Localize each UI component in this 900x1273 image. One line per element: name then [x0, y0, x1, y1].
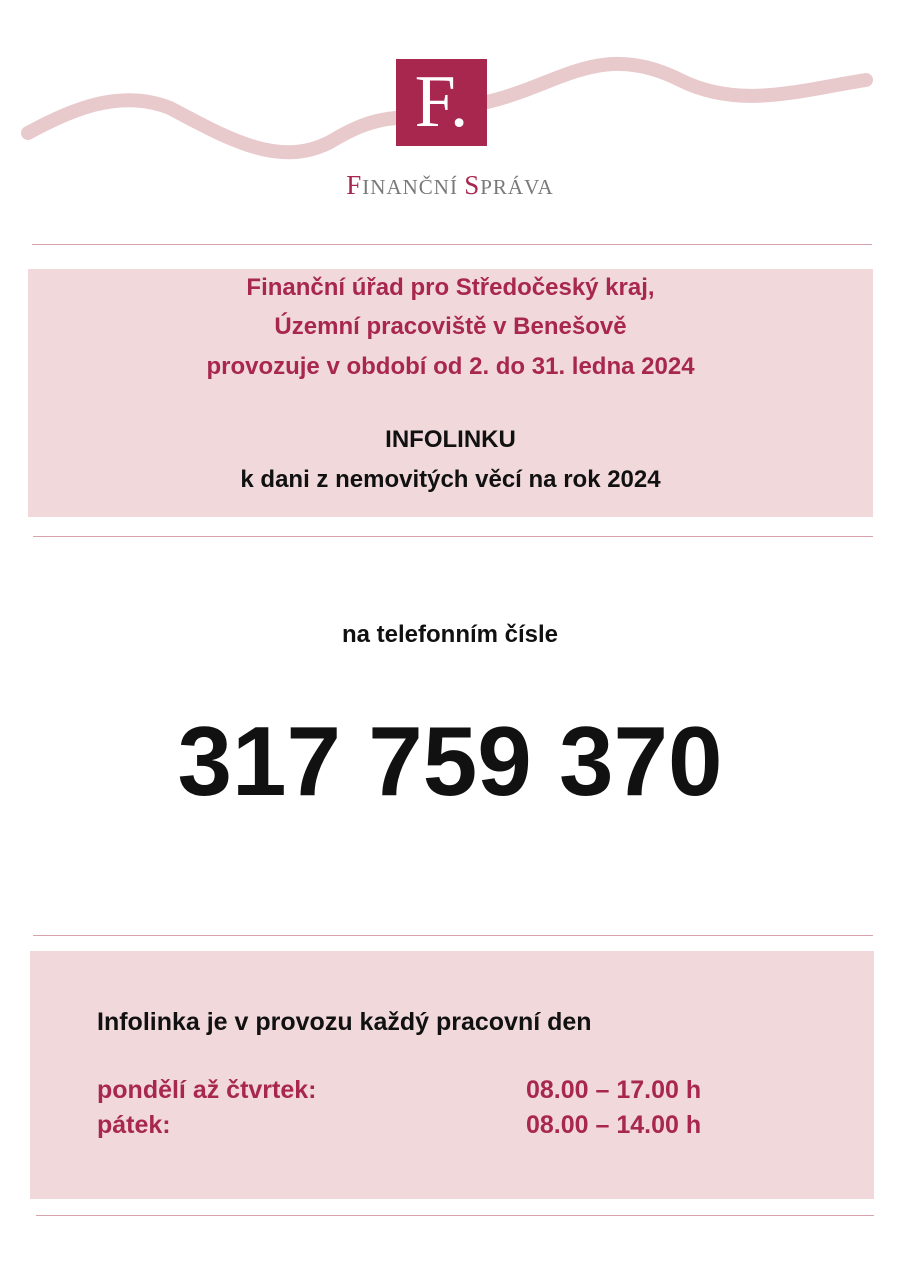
brand-initial-f: F	[346, 170, 363, 200]
office-name: Finanční úřad pro Středočeský kraj,	[246, 274, 655, 301]
hours-panel	[30, 951, 874, 1199]
phone-number: 317 759 370	[177, 706, 723, 816]
hours-days-friday: pátek:	[97, 1111, 171, 1139]
hours-time-friday: 08.00 – 14.00 h	[526, 1111, 702, 1139]
infoline-subtitle: k dani z nemovitých věcí na rok 2024	[240, 466, 661, 493]
brand-word-1: INANČNÍ	[362, 175, 458, 199]
brand-name	[300, 170, 600, 201]
phone-label: na telefonním čísle	[341, 621, 559, 648]
divider-lower	[33, 935, 873, 936]
hours-days-weekdays: pondělí až čtvrtek:	[97, 1076, 317, 1104]
divider-bottom	[36, 1215, 874, 1216]
divider-top	[32, 244, 872, 245]
brand-initial-s: S	[464, 170, 481, 200]
divider-mid	[33, 536, 873, 537]
hours-time-weekdays: 08.00 – 17.00 h	[526, 1076, 702, 1104]
hours-intro: Infolinka je v provozu každý pracovní den	[97, 1008, 592, 1036]
infoline-title: INFOLINKU	[385, 426, 516, 453]
office-branch: Územní pracoviště v Benešově	[274, 313, 627, 340]
brand-word-2: PRÁVA	[480, 175, 554, 199]
logo-mark: F.	[396, 59, 487, 146]
service-period: provozuje v období od 2. do 31. ledna 2024	[206, 353, 695, 380]
